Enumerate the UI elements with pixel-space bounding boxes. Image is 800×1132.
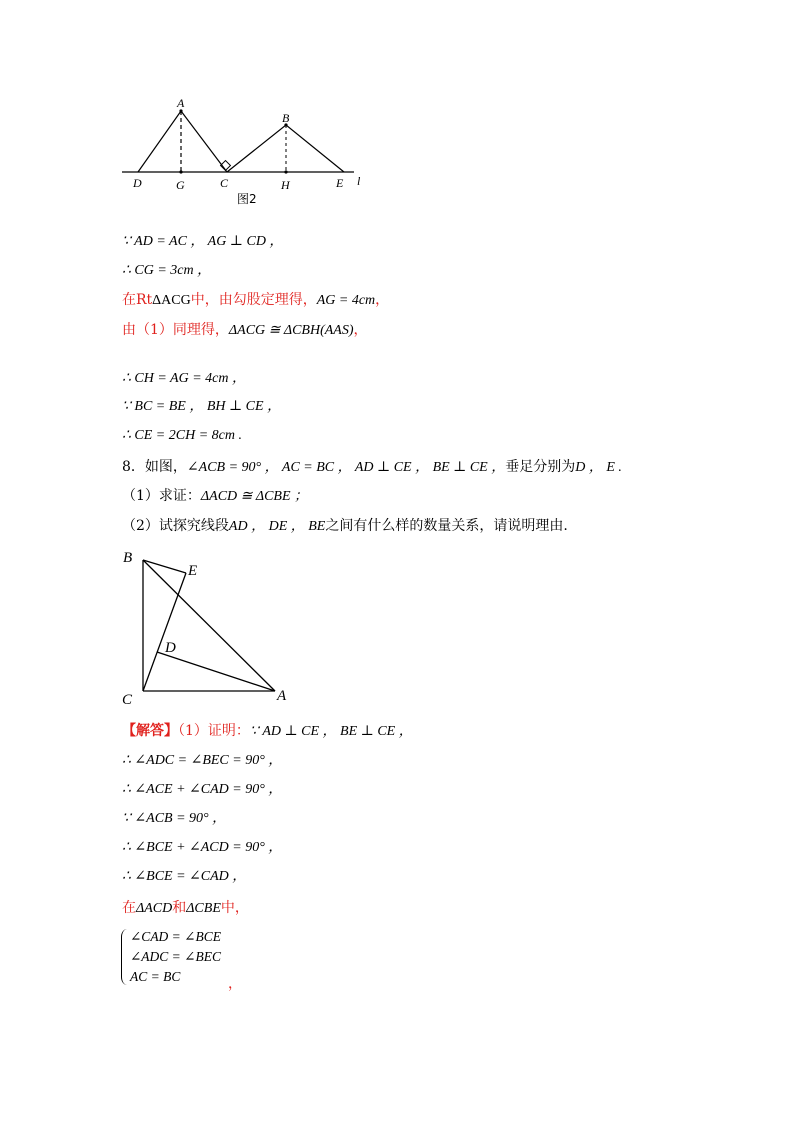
label-H: H xyxy=(281,178,290,192)
segment-DA xyxy=(138,111,181,172)
solution-line-5: ∴ ∠BCE = ∠CAD ， xyxy=(122,869,247,884)
proof-line-6: ∵ BC = BE ， BH ⊥ CE ， xyxy=(122,399,282,414)
proof-line-1: ∵ AD = AC ， AG ⊥ CD ， xyxy=(122,234,284,249)
label-B: B xyxy=(123,550,133,566)
segment-BA xyxy=(143,560,275,691)
system-brace xyxy=(121,929,128,985)
system-line-1: ∠CAD = ∠BCE xyxy=(130,929,221,944)
proof-line-4: 由（1）同理得，ΔACG ≅ ΔCBH(AAS)， xyxy=(122,322,368,338)
label-C: C xyxy=(220,176,229,190)
system-end-comma: ， xyxy=(228,976,242,992)
system-line-3: AC = BC xyxy=(130,969,181,984)
figure-8 xyxy=(118,545,298,705)
solution-line-1: ∴ ∠ADC = ∠BEC = 90° ， xyxy=(122,753,283,768)
segment-CE xyxy=(143,573,186,691)
problem-8-stem: 8．如图，∠ACB = 90° ， AC = BC ， AD ⊥ CE ， BE ⊥ CE ，垂足分别为D ， E . xyxy=(122,459,622,475)
solution-line-4: ∴ ∠BCE + ∠ACD = 90° ， xyxy=(122,840,283,855)
proof-line-7: ∴ CE = 2CH = 8cm . xyxy=(122,428,242,443)
proof-line-2: ∴ CG = 3cm ， xyxy=(122,263,212,278)
solution-header: 【解答】（1）证明：∵ AD ⊥ CE ， BE ⊥ CE ， xyxy=(122,723,413,739)
label-G: G xyxy=(176,178,185,192)
proof-line-5: ∴ CH = AG = 4cm ， xyxy=(122,371,246,386)
label-B: B xyxy=(282,111,290,125)
problem-8-question-1: （1）求证：ΔACD ≅ ΔCBE ； xyxy=(122,488,309,504)
segment-CB xyxy=(227,125,286,172)
system-line-2: ∠ADC = ∠BEC xyxy=(130,949,221,964)
label-E: E xyxy=(188,563,198,579)
label-l: l xyxy=(357,174,361,188)
segment-BE xyxy=(286,125,344,172)
label-D: D xyxy=(133,176,142,190)
segment-AC xyxy=(181,111,227,172)
label-A: A xyxy=(277,688,287,704)
solution-line-6: 在ΔACD和ΔCBE中， xyxy=(122,900,249,916)
figure-2 xyxy=(118,92,368,212)
problem-8-question-2: （2）试探究线段AD ， DE ， BE之间有什么样的数量关系，请说明理由. xyxy=(122,518,568,534)
label-C: C xyxy=(122,692,133,705)
label-D: D xyxy=(165,640,176,656)
segment-AD xyxy=(157,652,275,691)
proof-line-3: 在RtΔACG中，由勾股定理得，AG = 4cm， xyxy=(122,292,390,308)
figure-caption: 图2 xyxy=(237,192,257,206)
label-A: A xyxy=(177,96,185,110)
label-E: E xyxy=(336,176,344,190)
solution-line-3: ∵ ∠ACB = 90° ， xyxy=(122,811,227,826)
solution-line-2: ∴ ∠ACE + ∠CAD = 90° ， xyxy=(122,782,283,797)
